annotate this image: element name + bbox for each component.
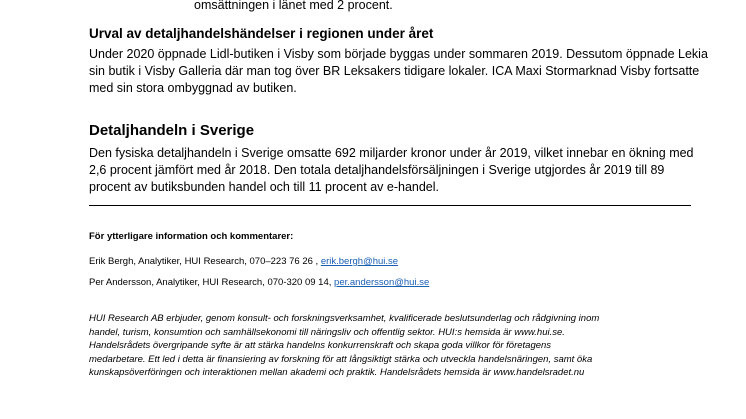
paragraph-line: 2,6 procent jämfört med år 2018. Den totala detaljhandelsförsäljningen i Sverige utgjordes år 2019 till 89 [89, 163, 665, 177]
section-heading-sweden-retail: Detaljhandeln i Sverige [89, 122, 255, 139]
previous-paragraph-fragment: omsättningen i länet med 2 procent. [194, 0, 393, 12]
contact-person-info: Erik Bergh, Analytiker, HUI Research, 070–223 76 26 , [89, 256, 321, 267]
contact-heading: För ytterligare information och kommentarer: [89, 231, 294, 242]
footer-line: Handelsrådets övergripande syfte är att stärka handelns konkurrenskraft och skapa goda villkor för företagens [89, 340, 552, 352]
paragraph-line: sin butik i Visby Galleria där man tog över BR Leksakers tidigare lokaler. ICA Maxi Stormarknad Visby fortsatte [89, 64, 700, 78]
footer-line: kunskapsöverföringen och interaktionen mellan akademi och praktik. Handelsrådets hemsida är www.handelsradet.nu [89, 367, 585, 379]
sweden-retail-paragraph [89, 145, 694, 196]
footer-line: handel, turism, konsumtion och samhällsekonomi till näringsliv och offentlig sektor. HUI:s hemsida är www.hui.se. [89, 326, 565, 338]
contact-line [89, 256, 398, 268]
footer-boilerplate [89, 312, 599, 380]
section-heading-regional-events: Urval av detaljhandelshändelser i regionen under året [89, 26, 434, 41]
email-link[interactable]: erik.bergh@hui.se [320, 256, 399, 267]
footer-line: HUI Research AB erbjuder, genom konsult- och forskningsverksamhet, kvalificerade beslutsunderlag och rådgivning inom [89, 313, 600, 324]
paragraph-line: med sin stora ombyggnad av butiken. [89, 81, 297, 95]
regional-events-paragraph [89, 46, 708, 97]
email-link[interactable]: per.andersson@hui.se [334, 277, 430, 288]
footer-line: medarbetare. Ett led i detta är finansiering av forskning för att långsiktigt stärka och utveckla handelsnäringen, samt öka [89, 353, 593, 365]
paragraph-line: Under 2020 öppnade Lidl-butiken i Visby som började byggas under sommaren 2019. Dessutom öppnade Lekia [89, 47, 708, 61]
contact-line [89, 277, 429, 289]
contact-person-info: Per Andersson, Analytiker, HUI Research, 070-320 09 14, [89, 277, 335, 288]
paragraph-line: Den fysiska detaljhandeln i Sverige omsatte 692 miljarder kronor under år 2019, vilket innebar en ökning med [89, 146, 694, 160]
paragraph-line: procent av butiksbunden handel och till 11 procent av e-handel. [89, 180, 440, 194]
horizontal-divider [89, 205, 691, 206]
